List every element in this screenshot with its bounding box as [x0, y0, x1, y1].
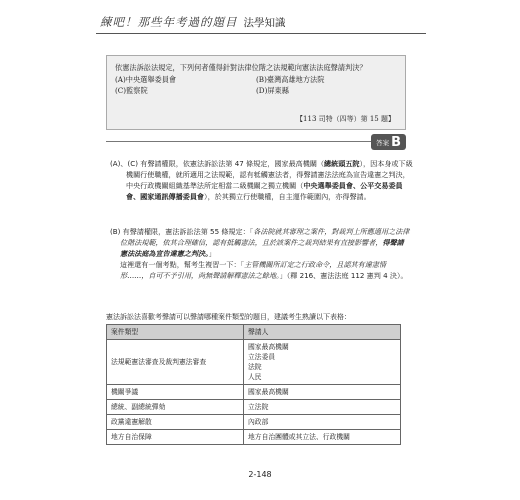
question-source: 【113 司特（四等）第 15 題】: [296, 115, 395, 123]
applicant-item: 立法委員: [248, 353, 276, 361]
case-table-body: [107, 325, 401, 445]
applicant-cell: [244, 415, 401, 430]
explanation-b-text-1: 有聲請權限，憲法訴訟法第 55 條規定：「: [122, 227, 254, 236]
applicant-item: 立法院: [248, 403, 269, 411]
table-row: [107, 415, 401, 430]
explanation-b-quote-2: 主管機關所訂定之行政命令，且認其有違憲情形……，自可不予引用，尚無聲請解釋憲法之餘地。: [120, 260, 387, 281]
section-handwriting-title: 練吧！那些年考過的題目: [100, 15, 238, 29]
page-number: 2-148: [248, 470, 272, 479]
explanation-b-text-2: 」: [208, 249, 216, 259]
option-a: (A)中央選舉委員會: [115, 75, 177, 84]
table-row: [107, 400, 401, 415]
applicant-cell: [244, 385, 401, 400]
option-c: (C)監察院: [115, 85, 148, 95]
applicant-cell: [244, 400, 401, 415]
applicant-cell: [244, 430, 401, 445]
explanation-b-quote-1: 各法院就其審理之案件，對裁判上所應適用之法律位階法規範，依其合理確信，認有抵觸憲法，且於該案件之裁判結果有直接影響者，: [120, 227, 410, 248]
page-header: [100, 14, 286, 30]
applicant-item: 國家最高機關: [248, 343, 289, 351]
table-row: [107, 340, 401, 385]
case-type-cell: 政黨違憲解散: [107, 415, 244, 430]
case-type-table: [106, 324, 401, 445]
answer-badge: [371, 134, 406, 150]
table-row: [107, 430, 401, 445]
table-row: [107, 385, 401, 400]
applicant-item: 法院: [248, 363, 262, 371]
explanation-ac: [106, 158, 416, 202]
table-header-cell: 案件類型: [107, 325, 244, 340]
explanation-b-text-4: 」（釋 216、憲法法庭 112 憲判 4 決）。: [279, 271, 408, 281]
option-d: (D)屏東縣: [256, 85, 289, 95]
applicant-cell: [244, 340, 401, 385]
question-text: 依憲法訴訟法規定，下列何者僅得針對法律位階之法規範向憲法法庭聲請判決？: [115, 63, 367, 72]
applicant-item: 內政部: [248, 418, 269, 426]
explanation-b: [106, 226, 410, 281]
question-box: [106, 55, 406, 130]
answer-label: 答案: [376, 138, 390, 147]
explanation-ac-marker: (A)、(C): [110, 159, 138, 168]
table-header-row: [107, 325, 401, 340]
explanation-ac-text-1: 有聲請權限，依憲法訴訟法第 47 條規定，國家最高機關（: [140, 159, 325, 168]
applicant-item: 地方自治團體或其立法、行政機關: [248, 433, 350, 441]
answer-divider: [106, 141, 406, 142]
option-b: (B)臺灣高雄地方法院: [256, 75, 325, 84]
explanation-b-text-3: 這裡還有一個考點，幫考生複習一下：「: [120, 260, 245, 270]
explanation-ac-text-2: ），因本身或下級機關行使職權，就所適用之法規範，認有牴觸憲法者，得聲請憲法法庭為宣告違憲之判決，中央行政機關組織基準法所定相當二級機關之獨立機關（: [126, 159, 413, 191]
explanation-b-marker: (B): [110, 227, 121, 236]
summary-text: 憲法訴訟法喜歡考聲請可以聲請哪種案件類型的題目，建議考生熟讀以下表格：: [106, 313, 351, 321]
explanation-ac-bold-2: 中央選舉委員會、公平交易委員會、國家通訊傳播委員會: [126, 181, 403, 202]
header-divider: [96, 33, 426, 34]
case-type-cell: 地方自治保障: [107, 430, 244, 445]
case-type-cell: 機關爭議: [107, 385, 244, 400]
table-header-cell: 聲請人: [244, 325, 401, 340]
answer-row: [106, 134, 406, 150]
subject-title: 法學知識: [243, 16, 286, 29]
explanation-b-quote-bold: 得聲請憲法法庭為宣告違憲之判決。: [120, 238, 404, 259]
case-type-cell: 總統、副總統彈劾: [107, 400, 244, 415]
explanation-ac-text-3: ），於其獨立行使職權，自主運作範圍內，亦得聲請。: [204, 192, 371, 202]
explanation-ac-bold-1: 總統頭五院: [324, 159, 360, 168]
applicant-item: 國家最高機關: [248, 388, 289, 396]
applicant-item: 人民: [248, 373, 262, 381]
answer-letter: B: [391, 134, 401, 150]
question-options: [115, 75, 397, 96]
case-type-cell: 法規範憲法審查及裁判憲法審查: [107, 340, 244, 385]
